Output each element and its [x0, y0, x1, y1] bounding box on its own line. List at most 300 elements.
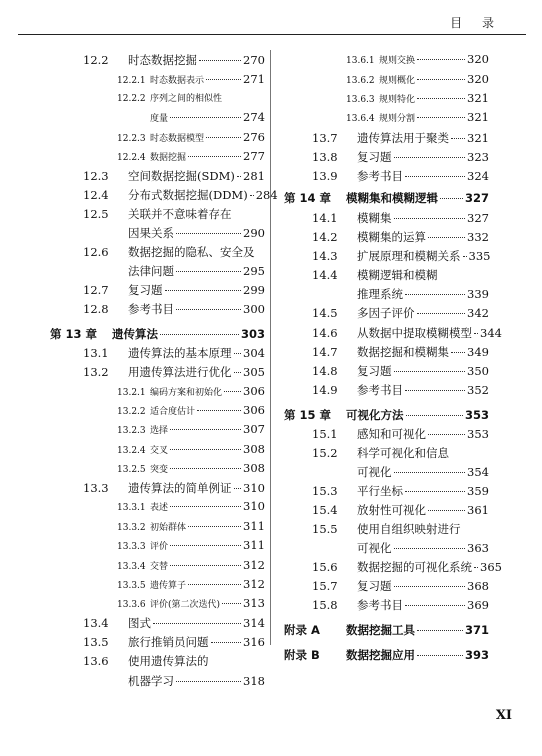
toc-entry-number: 14.9: [312, 383, 338, 397]
toc-entry-number: 14.6: [312, 326, 338, 340]
toc-entry: [284, 622, 489, 638]
toc-entry: [55, 244, 265, 260]
toc-entry-title: 放射性可视化: [357, 503, 426, 517]
toc-entry: [284, 597, 489, 613]
toc-entry: [284, 305, 489, 321]
toc-entry: [55, 72, 265, 86]
toc-entry-number: 15.3: [312, 484, 338, 498]
toc-entry: [55, 301, 265, 317]
toc-entry: [284, 267, 489, 283]
toc-entry-title: 数据挖掘的可视化系统: [357, 560, 472, 574]
toc-entry-title: 遗传算法: [112, 327, 158, 341]
toc-leader-dots: [405, 294, 465, 295]
toc-entry-title: 度量: [150, 114, 169, 124]
toc-entry: [55, 149, 265, 163]
toc-entry-page: 307: [243, 422, 265, 436]
toc-entry-number: 15.2: [312, 446, 338, 460]
toc-entry-page: 324: [467, 169, 489, 183]
toc-entry-number: 附录 A: [284, 623, 320, 637]
toc-entry-title: 复习题: [128, 283, 163, 297]
toc-leader-dots: [451, 138, 465, 139]
toc-leader-dots: [211, 642, 242, 643]
toc-leader-dots: [474, 567, 478, 568]
toc-leader-dots: [222, 603, 241, 604]
toc-entry-number: 15.5: [312, 522, 338, 536]
toc-entry: [284, 426, 489, 442]
toc-entry-number: 14.4: [312, 268, 338, 282]
toc-entry: [55, 673, 265, 689]
toc-entry-number: 13.2.4: [117, 446, 146, 456]
toc-entry: [284, 464, 489, 480]
toc-entry-number: 13.9: [312, 169, 338, 183]
toc-leader-dots: [417, 79, 465, 80]
toc-entry-page: 349: [467, 345, 489, 359]
toc-entry: [284, 91, 489, 105]
toc-entry-title: 数据挖掘: [150, 153, 187, 163]
toc-entry: [284, 521, 489, 537]
toc-leader-dots: [234, 353, 242, 354]
toc-entry-number: 13.6.1: [346, 56, 375, 66]
toc-entry-page: 311: [243, 519, 265, 533]
toc-entry: [55, 187, 278, 203]
toc-leader-dots: [428, 510, 465, 511]
toc-entry-page: 320: [467, 72, 489, 86]
toc-leader-dots: [170, 117, 241, 118]
toc-leader-dots: [394, 218, 466, 219]
toc-entry-number: 13.3.6: [117, 600, 146, 610]
toc-entry: [55, 168, 265, 184]
toc-entry-number: 12.5: [83, 207, 109, 221]
toc-entry: [55, 499, 265, 513]
toc-leader-dots: [440, 198, 463, 199]
toc-entry-page: 352: [467, 383, 489, 397]
toc-entry-number: 13.3.4: [117, 562, 146, 572]
toc-entry-title: 推理系统: [357, 287, 403, 301]
toc-entry-page: 369: [467, 598, 489, 612]
toc-entry-number: 12.2.4: [117, 153, 146, 163]
toc-entry: [284, 110, 489, 124]
toc-leader-dots: [199, 60, 241, 61]
toc-entry-number: 12.2.1: [117, 76, 146, 86]
toc-entry-title: 规则交换: [379, 56, 416, 66]
toc-entry-page: 313: [243, 596, 265, 610]
toc-entry-page: 327: [464, 191, 489, 205]
toc-entry-title: 可视化: [357, 541, 392, 555]
toc-entry-page: 371: [464, 623, 489, 637]
toc-leader-dots: [417, 59, 465, 60]
toc-leader-dots: [176, 271, 241, 272]
toc-entry-page: 321: [467, 110, 489, 124]
toc-entry-number: 13.3.3: [117, 542, 146, 552]
toc-entry: [55, 653, 265, 669]
toc-entry-title: 空间数据挖掘(SDM): [128, 169, 235, 183]
toc-leader-dots: [170, 545, 241, 546]
toc-leader-dots: [405, 605, 465, 606]
toc-entry-title: 规则分割: [379, 114, 416, 124]
toc-entry: [55, 52, 265, 68]
toc-entry-number: 13.6.2: [346, 76, 375, 86]
toc-entry-page: 314: [243, 616, 265, 630]
toc-entry-title: 使用遗传算法的: [128, 654, 209, 668]
toc-entry-title: 模糊集和模糊逻辑: [346, 191, 438, 205]
toc-entry-page: 312: [243, 558, 265, 572]
toc-entry: [284, 407, 489, 423]
toc-entry-number: 12.4: [83, 188, 109, 202]
toc-leader-dots: [428, 434, 465, 435]
toc-entry: [284, 52, 489, 66]
toc-entry: [55, 480, 265, 496]
toc-leader-dots: [224, 391, 241, 392]
toc-entry-page: 327: [467, 211, 489, 225]
toc-leader-dots: [170, 429, 241, 430]
toc-entry-number: 13.2: [83, 365, 109, 379]
toc-leader-dots: [394, 586, 466, 587]
toc-entry-title: 数据挖掘和模糊集: [357, 345, 449, 359]
toc-entry-title: 模糊逻辑和模糊: [357, 268, 438, 282]
running-header-title: 目 录: [450, 16, 502, 30]
toc-entry: [55, 364, 265, 380]
toc-entry-page: 277: [243, 149, 265, 163]
toc-entry-number: 13.6.3: [346, 95, 375, 105]
toc-entry-title: 平行坐标: [357, 484, 403, 498]
toc-entry-title: 复习题: [357, 150, 392, 164]
toc-leader-dots: [188, 526, 241, 527]
toc-entry: [55, 538, 265, 552]
toc-leader-dots: [394, 157, 466, 158]
toc-leader-dots: [463, 256, 467, 257]
toc-entry-title: 因果关系: [128, 226, 174, 240]
toc-entry-number: 13.2.1: [117, 388, 146, 398]
toc-leader-dots: [170, 449, 241, 450]
toc-entry-number: 第 14 章: [284, 191, 332, 205]
toc-leader-dots: [234, 488, 242, 489]
toc-entry-title: 交叉: [150, 446, 169, 456]
toc-leader-dots: [176, 233, 241, 234]
toc-entry-page: 344: [480, 326, 502, 340]
toc-entry-title: 遗传算法用于聚类: [357, 131, 449, 145]
toc-entry-page: 312: [243, 577, 265, 591]
toc-entry-page: 365: [480, 560, 502, 574]
toc-entry: [284, 190, 489, 206]
toc-entry-page: 323: [467, 150, 489, 164]
toc-entry-number: 14.5: [312, 306, 338, 320]
toc-entry-number: 第 15 章: [284, 408, 332, 422]
toc-entry: [284, 72, 489, 86]
toc-entry: [284, 130, 489, 146]
toc-entry-title: 数据挖掘的隐私、安全及: [128, 245, 255, 259]
toc-entry-page: 300: [243, 302, 265, 316]
toc-entry-title: 评价: [150, 542, 169, 552]
toc-entry-page: 305: [243, 365, 265, 379]
toc-entry-title: 时态数据表示: [150, 76, 205, 86]
toc-entry-title: 关联并不意味着存在: [128, 207, 232, 221]
toc-entry-title: 初始群体: [150, 523, 187, 533]
toc-entry-number: 15.6: [312, 560, 338, 574]
toc-entry-title: 遗传算法的基本原理: [128, 346, 232, 360]
toc-entry-page: 271: [243, 72, 265, 86]
toc-entry-page: 303: [240, 327, 265, 341]
toc-entry-title: 遗传算法的简单例证: [128, 481, 232, 495]
toc-entry-title: 使用自组织映射进行: [357, 522, 461, 536]
toc-entry-title: 感知和可视化: [357, 427, 426, 441]
toc-entry: [55, 577, 265, 591]
toc-leader-dots: [176, 681, 241, 682]
toc-entry-title: 选择: [150, 426, 169, 436]
toc-entry-page: 304: [243, 346, 265, 360]
toc-entry-title: 模糊集: [357, 211, 392, 225]
toc-entry-title: 扩展原理和模糊关系: [357, 249, 461, 263]
toc-entry: [55, 519, 265, 533]
toc-entry-page: 290: [243, 226, 265, 240]
toc-entry: [284, 445, 489, 461]
toc-leader-dots: [474, 333, 478, 334]
toc-leader-dots: [417, 655, 463, 656]
toc-entry-number: 13.3: [83, 481, 109, 495]
toc-entry-title: 分布式数据挖掘(DDM): [128, 188, 248, 202]
toc-entry: [55, 130, 265, 144]
toc-entry-number: 13.6.4: [346, 114, 375, 124]
toc-entry: [55, 110, 265, 124]
toc-leader-dots: [394, 371, 466, 372]
toc-leader-dots: [250, 195, 254, 196]
toc-entry-page: 316: [243, 635, 265, 649]
toc-entry-number: 12.7: [83, 283, 109, 297]
toc-entry-page: 306: [243, 403, 265, 417]
toc-entry-page: 308: [243, 442, 265, 456]
toc-entry-page: 354: [467, 465, 489, 479]
toc-entry-number: 第 13 章: [50, 327, 98, 341]
toc-entry-page: 299: [243, 283, 265, 297]
toc-entry-number: 14.7: [312, 345, 338, 359]
toc-entry-title: 数据挖掘工具: [346, 623, 415, 637]
toc-entry-title: 科学可视化和信息: [357, 446, 449, 460]
toc-entry-number: 14.1: [312, 211, 338, 225]
page-header: [0, 0, 542, 40]
toc-entry-title: 编码方案和初始化: [150, 388, 223, 398]
toc-entry: [284, 647, 489, 663]
toc-leader-dots: [153, 623, 241, 624]
toc-entry-page: 284: [255, 188, 278, 202]
toc-leader-dots: [428, 237, 465, 238]
toc-leader-dots: [451, 352, 465, 353]
toc-entry-title: 模糊集的运算: [357, 230, 426, 244]
toc-leader-dots: [234, 372, 242, 373]
toc-entry-number: 13.3.1: [117, 503, 146, 513]
toc-entry-page: 281: [243, 169, 265, 183]
toc-entry-number: 12.6: [83, 245, 109, 259]
toc-entry-number: 12.8: [83, 302, 109, 316]
toc-entry-number: 12.2.3: [117, 134, 146, 144]
header-rule: [18, 34, 526, 35]
toc-entry-title: 可视化方法: [346, 408, 404, 422]
toc-entry-title: 参考书目: [357, 383, 403, 397]
toc-entry-page: 332: [467, 230, 489, 244]
toc-entry-page: 353: [464, 408, 489, 422]
toc-entry-title: 多因子评价: [357, 306, 415, 320]
toc-entry-page: 310: [243, 481, 265, 495]
toc-entry: [50, 326, 265, 342]
toc-entry-page: 335: [468, 249, 491, 263]
toc-leader-dots: [405, 491, 465, 492]
toc-leader-dots: [165, 290, 242, 291]
toc-leader-dots: [188, 156, 241, 157]
toc-entry: [284, 540, 489, 556]
toc-entry-page: 359: [467, 484, 489, 498]
toc-leader-dots: [206, 79, 241, 80]
toc-entry-number: 14.2: [312, 230, 338, 244]
toc-leader-dots: [160, 334, 239, 335]
toc-leader-dots: [394, 472, 466, 473]
toc-entry: [284, 149, 489, 165]
toc-leader-dots: [170, 565, 241, 566]
toc-entry-title: 时态数据模型: [150, 134, 205, 144]
toc-entry-number: 15.8: [312, 598, 338, 612]
toc-entry: [284, 502, 489, 518]
toc-entry: [55, 442, 265, 456]
toc-entry-page: 353: [467, 427, 489, 441]
toc-entry-page: 321: [467, 91, 489, 105]
toc-entry-page: 306: [243, 384, 265, 398]
toc-entry-page: 321: [467, 131, 489, 145]
toc-entry-title: 图式: [128, 616, 151, 630]
toc-entry-title: 适合度估计: [150, 407, 196, 417]
toc-entry-title: 评价(第二次迭代): [150, 600, 221, 610]
toc-entry-title: 复习题: [357, 364, 392, 378]
toc-entry-title: 参考书目: [357, 598, 403, 612]
toc-leader-dots: [417, 630, 463, 631]
toc-entry: [284, 483, 489, 499]
toc-entry-title: 用遗传算法进行优化: [128, 365, 232, 379]
toc-entry-page: 350: [467, 364, 489, 378]
toc-leader-dots: [170, 468, 241, 469]
toc-leader-dots: [176, 309, 241, 310]
toc-entry-page: 274: [243, 110, 265, 124]
toc-entry-title: 复习题: [357, 579, 392, 593]
toc-entry-number: 12.3: [83, 169, 109, 183]
toc-leader-dots: [197, 410, 241, 411]
toc-entry: [284, 325, 502, 341]
toc-entry: [55, 615, 265, 631]
toc-entry-title: 机器学习: [128, 674, 174, 688]
toc-leader-dots: [237, 176, 241, 177]
toc-entry-title: 遗传算子: [150, 581, 187, 591]
toc-entry: [55, 263, 265, 279]
toc-entry-page: 276: [243, 130, 265, 144]
toc-entry-title: 旅行推销员问题: [128, 635, 209, 649]
toc-entry: [55, 422, 265, 436]
toc-entry: [284, 210, 489, 226]
toc-entry-page: 342: [467, 306, 489, 320]
toc-entry: [55, 282, 265, 298]
page-number: XI: [495, 708, 512, 723]
toc-entry-page: 363: [467, 541, 489, 555]
toc-entry: [55, 403, 265, 417]
toc-entry-page: 318: [243, 674, 265, 688]
toc-entry-title: 表述: [150, 503, 169, 513]
toc-entry: [55, 461, 265, 475]
toc-entry: [284, 229, 489, 245]
toc-entry-page: 270: [243, 53, 265, 67]
toc-entry: [284, 578, 489, 594]
toc-entry: [55, 345, 265, 361]
toc-entry: [284, 363, 489, 379]
toc-entry: [284, 168, 489, 184]
toc-entry-page: 308: [243, 461, 265, 475]
toc-entry-number: 13.1: [83, 346, 109, 360]
toc-entry-title: 交替: [150, 562, 169, 572]
toc-entry: [284, 559, 502, 575]
toc-entry-page: 393: [464, 648, 489, 662]
toc-entry-number: 14.8: [312, 364, 338, 378]
toc-leader-dots: [188, 584, 241, 585]
toc-leader-dots: [417, 117, 465, 118]
toc-entry: [284, 286, 489, 302]
toc-leader-dots: [206, 137, 241, 138]
toc-leader-dots: [394, 548, 466, 549]
toc-entry-number: 13.2.5: [117, 465, 146, 475]
toc-entry-number: 15.1: [312, 427, 338, 441]
toc-entry-number: 13.3.2: [117, 523, 146, 533]
toc-leader-dots: [417, 313, 466, 314]
toc-entry-title: 参考书目: [357, 169, 403, 183]
toc-leader-dots: [417, 98, 465, 99]
toc-entry: [284, 248, 489, 264]
toc-entry-number: 13.3.5: [117, 581, 146, 591]
toc-entry-number: 13.2.2: [117, 407, 146, 417]
toc-entry-number: 13.8: [312, 150, 338, 164]
toc-entry-number: 14.3: [312, 249, 338, 263]
toc-entry-title: 突变: [150, 465, 169, 475]
toc-entry: [284, 382, 489, 398]
toc-leader-dots: [170, 506, 241, 507]
toc-entry-title: 数据挖掘应用: [346, 648, 415, 662]
toc-entry-number: 15.4: [312, 503, 338, 517]
toc-entry: [55, 558, 265, 572]
toc-leader-dots: [405, 390, 465, 391]
toc-entry: [284, 344, 489, 360]
toc-entry-number: 13.4: [83, 616, 109, 630]
toc-entry: [55, 596, 265, 610]
toc-entry: [55, 225, 265, 241]
toc-entry-number: 12.2: [83, 53, 109, 67]
toc-entry-title: 序列之间的相似性: [150, 94, 223, 104]
toc-entry-page: 320: [467, 52, 489, 66]
toc-leader-dots: [405, 176, 465, 177]
toc-entry-title: 可视化: [357, 465, 392, 479]
toc-entry: [55, 206, 265, 222]
toc-entry-title: 规则概化: [379, 76, 416, 86]
toc-entry-page: 295: [243, 264, 265, 278]
toc-entry-page: 310: [243, 499, 265, 513]
toc-entry-number: 15.7: [312, 579, 338, 593]
toc-entry: [55, 634, 265, 650]
toc-entry-number: 13.7: [312, 131, 338, 145]
column-divider: [270, 50, 271, 645]
toc-entry-number: 13.2.3: [117, 426, 146, 436]
toc-entry-title: 参考书目: [128, 302, 174, 316]
toc-entry-page: 361: [467, 503, 489, 517]
toc-entry-title: 规则特化: [379, 95, 416, 105]
toc-entry: [55, 91, 265, 104]
toc-entry-title: 时态数据挖掘: [128, 53, 197, 67]
toc-entry-number: 13.6: [83, 654, 109, 668]
toc-entry: [55, 384, 265, 398]
toc-leader-dots: [406, 415, 463, 416]
toc-entry-title: 法律问题: [128, 264, 174, 278]
toc-entry-title: 从数据中提取模糊模型: [357, 326, 472, 340]
toc-entry-number: 12.2.2: [117, 94, 146, 104]
toc-entry-page: 339: [467, 287, 489, 301]
